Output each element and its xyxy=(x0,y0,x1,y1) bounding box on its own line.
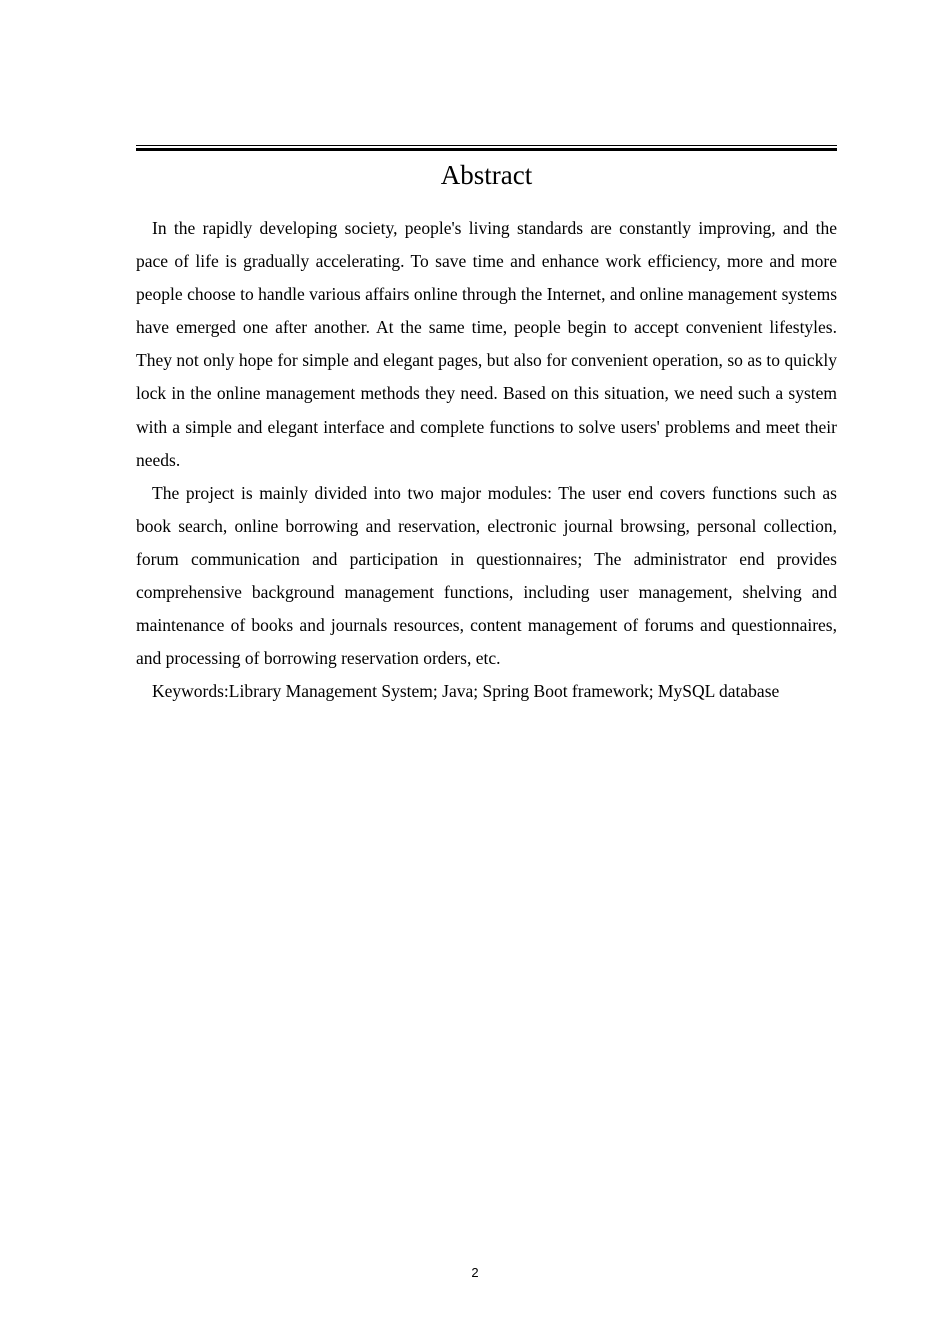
abstract-paragraph-1: In the rapidly developing society, people's living standards are constantly improving, and the pace of life is gradually accelerating. To save time and enhance work efficiency, more and more people choose to handle various affairs online through the Internet, and online management systems have emerged one after another. At the same time, people begin to accept convenient lifestyles. They not only hope for simple and elegant pages, but also for convenient operation, so as to quickly lock in the online management methods they need. Based on this situation, we need such a system with a simple and elegant interface and complete functions to solve users' problems and meet their needs. xyxy=(136,218,837,470)
page-number: 2 xyxy=(471,1265,479,1280)
keywords-paragraph: Keywords:Library Management System; Java; Spring Boot framework; MySQL database xyxy=(152,681,780,702)
abstract-paragraph-2: The project is mainly divided into two major modules: The user end covers functions such as book search, online borrowing and reservation, electronic journal browsing, personal collection, forum communication and participation in questionnaires; The administrator end provides comprehensive background management functions, including user management, shelving and maintenance of books and journals resources, content management of forums and questionnaires, and processing of borrowing reservation orders, etc. xyxy=(136,482,837,669)
abstract-title: Abstract xyxy=(440,160,533,190)
header-double-rule xyxy=(136,145,837,151)
abstract-body xyxy=(136,212,837,708)
